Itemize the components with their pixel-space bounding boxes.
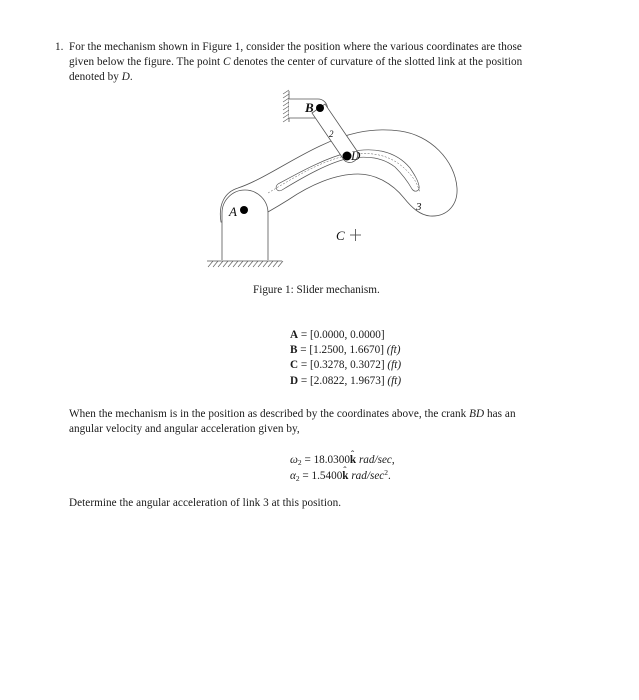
var-bd: BD [469, 408, 485, 420]
label-2: 2 [329, 129, 334, 139]
statement-line-1: When the mechanism is in the position as described by the coordinates above, the crank BD has an [69, 408, 516, 420]
statement-line-2: angular velocity and angular acceleration given by, [69, 423, 300, 435]
alpha-equation: $\alpha_2$ = 1.5400ˆ k rad/$\sec^2$. [290, 469, 395, 485]
hatch-b [283, 90, 289, 122]
intro-line-2: given below the figure. The point C denotes the center of curvature of the slotted link at the position [69, 56, 523, 68]
intro-line-3: denoted by D. [69, 71, 133, 83]
var-d: D [121, 71, 130, 83]
label-3: 3 [416, 201, 422, 213]
var-c: C [223, 56, 231, 68]
center-c-mark [350, 229, 361, 241]
pin-b [316, 104, 324, 112]
statement [69, 407, 629, 437]
label-b: B [305, 100, 314, 115]
pin-a [240, 206, 248, 214]
label-a: A [229, 204, 237, 219]
coord-b: B = [1.2500, 1.6670] (ft) [290, 344, 401, 357]
question: Determine the angular acceleration of link 3 at this position. [69, 497, 342, 509]
hatch-a [208, 261, 283, 267]
figure-caption: Figure 1: Slider mechanism. [253, 284, 380, 296]
mechanism-figure [0, 0, 639, 280]
k-hat-unit-vector: ˆ k [342, 470, 348, 482]
coord-d: D = [2.0822, 1.9673] (ft) [290, 374, 402, 387]
label-d: D [351, 148, 361, 163]
coord-c: C = [0.3278, 0.3072] (ft) [290, 359, 402, 372]
coord-a: A = [0.0000, 0.0000] [290, 329, 385, 341]
pedestal-a [222, 190, 268, 260]
omega-equation: $\omega_2$ = 18.0300ˆ k rad/sec, [290, 453, 395, 469]
label-c: C [336, 228, 345, 243]
coordinates-list [290, 328, 401, 389]
kinematic-equations [290, 453, 395, 484]
k-hat-unit-vector: ˆ k [350, 454, 356, 466]
problem-number: 1. [55, 41, 64, 53]
intro-line-1: For the mechanism shown in Figure 1, consider the position where the various coordinates are those [69, 41, 522, 53]
